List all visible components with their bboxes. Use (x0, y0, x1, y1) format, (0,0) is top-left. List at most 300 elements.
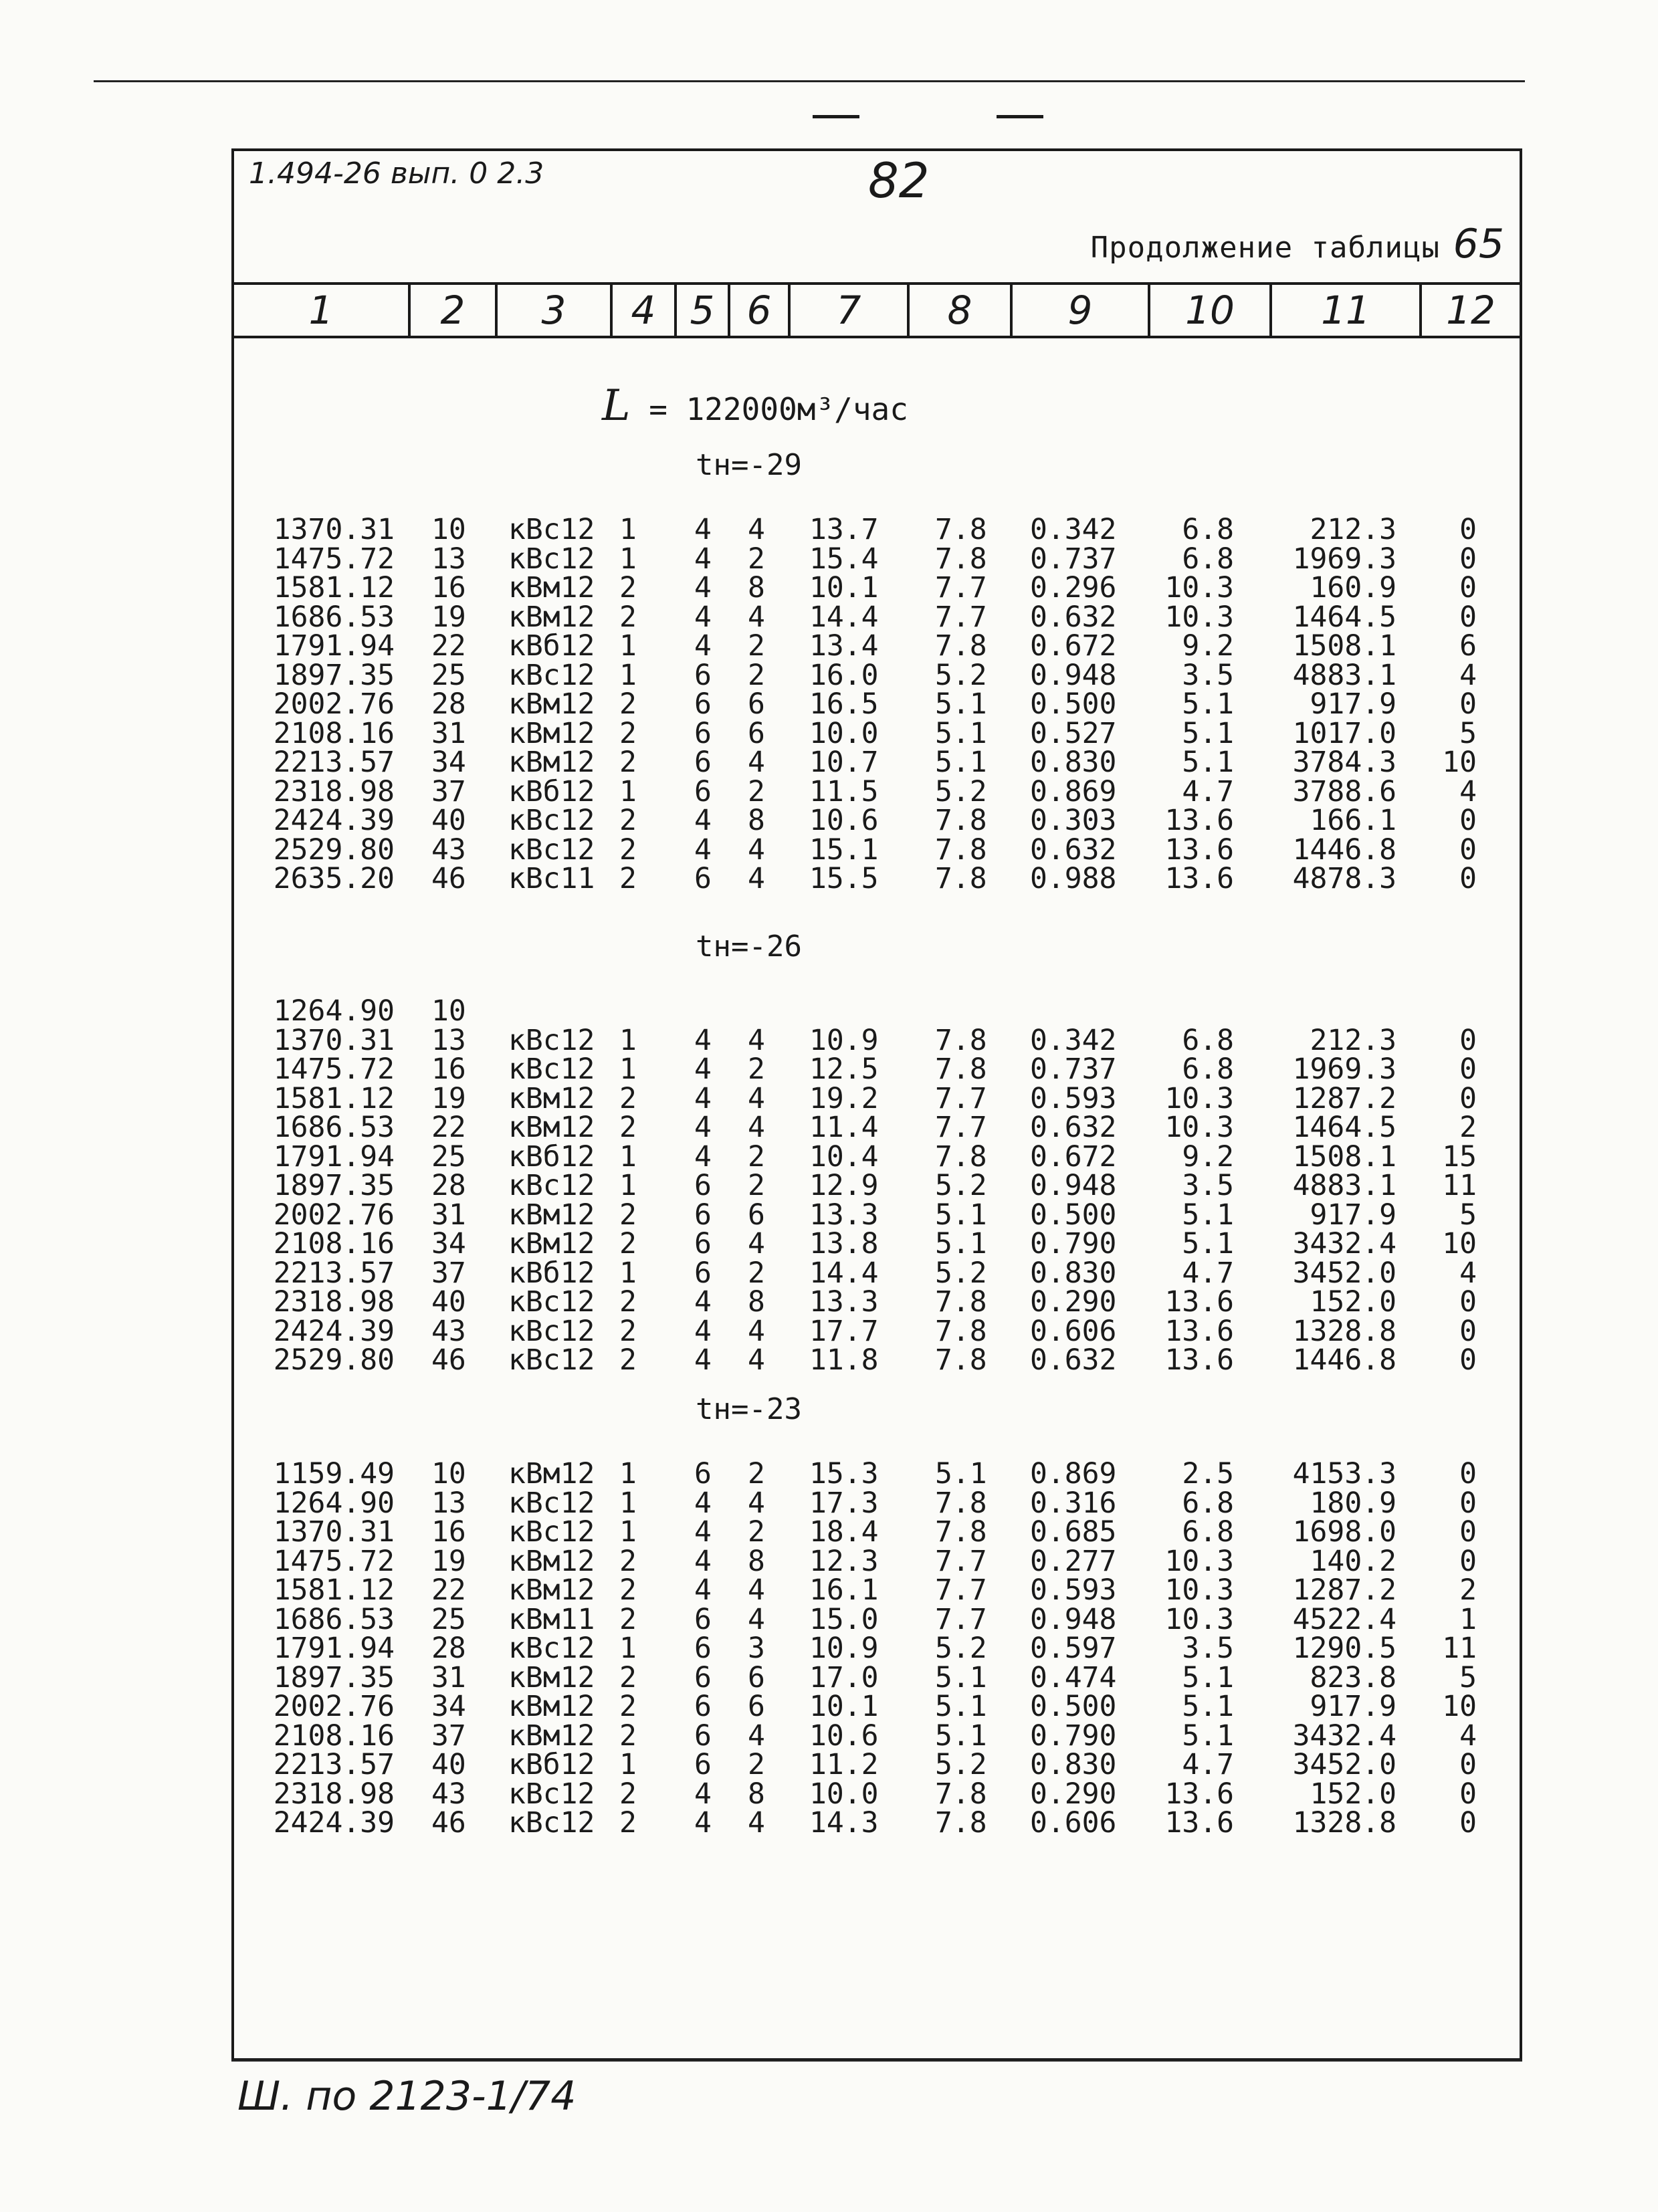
table-cell: 1 (619, 1457, 637, 1490)
table-cell: 6 (694, 774, 712, 808)
table-cell: 13 (431, 1023, 466, 1057)
table-cell: 3452.0 (1292, 1748, 1396, 1781)
table-row (0, 1345, 1658, 1375)
table-cell: 10 (431, 513, 466, 546)
table-cell: кВб12 (508, 1748, 595, 1781)
table-cell: 1 (619, 774, 637, 808)
table-cell: кВс12 (508, 1023, 595, 1057)
table-cell: 0.737 (1030, 542, 1117, 576)
table-cell: 1581.12 (273, 1573, 395, 1607)
table-cell: 2 (748, 1748, 765, 1781)
table-cell: 5.2 (935, 774, 987, 808)
table-cell: 31 (431, 1660, 466, 1694)
table-cell: 917.9 (1310, 1198, 1396, 1232)
table-cell: 9.2 (1182, 1139, 1234, 1174)
table-cell: 4 (694, 513, 712, 546)
table-cell: 7.8 (935, 1343, 987, 1377)
table-cell: 6 (748, 687, 765, 721)
table-cell: 10.3 (1164, 1602, 1234, 1636)
table-cell: 4522.4 (1292, 1602, 1396, 1636)
table-cell: 180.9 (1310, 1486, 1396, 1520)
table-cell: 0.685 (1030, 1515, 1117, 1549)
table-cell: 1 (619, 658, 637, 692)
table-cell: 28 (431, 687, 466, 721)
table-cell: 4 (748, 1719, 765, 1753)
table-cell: 4 (694, 1806, 712, 1840)
table-cell: кВс12 (508, 1632, 595, 1665)
table-cell: 0 (1459, 833, 1477, 867)
table-cell: 10.3 (1164, 571, 1234, 604)
table-cell: 5.1 (1182, 1227, 1234, 1260)
table-cell: 17.7 (809, 1314, 879, 1348)
table-cell: 6 (694, 1719, 712, 1753)
table-cell: 6.8 (1182, 542, 1234, 576)
table-cell: 4153.3 (1292, 1457, 1396, 1490)
table-cell: 917.9 (1310, 687, 1396, 721)
section-label: tн=-29 (696, 448, 802, 482)
table-cell: 2 (619, 1285, 637, 1319)
table-cell: 22 (431, 1573, 466, 1607)
table-cell: 5.1 (1182, 746, 1234, 779)
table-cell: 7.8 (935, 629, 987, 663)
table-cell: 4 (694, 804, 712, 837)
table-cell: 1264.90 (273, 994, 395, 1028)
column-header: 9 (1010, 285, 1148, 336)
table-cell: 13.8 (809, 1227, 879, 1260)
table-cell: 2 (748, 1256, 765, 1290)
table-cell: кВс12 (508, 1486, 595, 1520)
table-cell: 1897.35 (273, 1169, 395, 1202)
table-cell: кВм12 (508, 687, 595, 721)
table-cell: 2213.57 (273, 1256, 395, 1290)
table-cell: 1370.31 (273, 1023, 395, 1057)
table-cell: 2 (619, 1602, 637, 1636)
table-cell: 0 (1459, 1486, 1477, 1520)
table-cell: 10.3 (1164, 1544, 1234, 1578)
table-cell: 2 (619, 862, 637, 895)
table-cell: кВм12 (508, 1690, 595, 1723)
table-cell: 11.2 (809, 1748, 879, 1781)
table-row (0, 1721, 1658, 1751)
table-cell: 7.8 (935, 1023, 987, 1057)
table-cell: 0.527 (1030, 716, 1117, 750)
table-cell: кВс12 (508, 658, 595, 692)
table-cell: 13.4 (809, 629, 879, 663)
table-cell: 3784.3 (1292, 746, 1396, 779)
table-cell: 1581.12 (273, 1081, 395, 1115)
table-cell: 2 (619, 1660, 637, 1694)
table-cell: 5.1 (935, 1227, 987, 1260)
table-cell: 8 (748, 571, 765, 604)
table-cell: 13 (431, 542, 466, 576)
table-cell: 1 (619, 1023, 637, 1057)
table-cell: 13.3 (809, 1198, 879, 1232)
table-cell: кВб12 (508, 1256, 595, 1290)
table-cell: 1969.3 (1292, 1053, 1396, 1086)
table-cell: 1 (619, 1748, 637, 1781)
table-cell: 4 (748, 1023, 765, 1057)
table-row (0, 864, 1658, 893)
table-cell: 3 (748, 1632, 765, 1665)
table-cell: 0.593 (1030, 1081, 1117, 1115)
table-row (0, 544, 1658, 574)
table-cell: 2 (619, 1111, 637, 1144)
table-cell: 2 (619, 1314, 637, 1348)
table-cell: 4 (694, 1544, 712, 1578)
table-cell: 0.632 (1030, 1343, 1117, 1377)
top-dash-mark (813, 115, 859, 118)
table-cell: 0 (1459, 1314, 1477, 1348)
table-cell: 15.0 (809, 1602, 879, 1636)
table-cell: 0 (1459, 804, 1477, 837)
table-cell: 7.8 (935, 513, 987, 546)
table-cell: 6 (694, 1227, 712, 1260)
table-cell: 6 (694, 1457, 712, 1490)
table-cell: 11 (1442, 1632, 1477, 1665)
table-cell: 0.277 (1030, 1544, 1117, 1578)
table-cell: 212.3 (1310, 1023, 1396, 1057)
table-cell: 2 (748, 542, 765, 576)
table-cell: 43 (431, 1777, 466, 1811)
table-cell: 1475.72 (273, 1544, 395, 1578)
table-cell: 0.290 (1030, 1777, 1117, 1811)
table-cell: 1446.8 (1292, 833, 1396, 867)
table-cell: 16.0 (809, 658, 879, 692)
table-row (0, 1287, 1658, 1317)
table-cell: 2 (748, 658, 765, 692)
table-number: 65 (1453, 221, 1504, 267)
table-cell: 5.2 (935, 658, 987, 692)
table-cell: 5.1 (1182, 1660, 1234, 1694)
table-cell: 31 (431, 716, 466, 750)
table-cell: 12.3 (809, 1544, 879, 1578)
table-cell: 3.5 (1182, 658, 1234, 692)
table-cell: 15.5 (809, 862, 879, 895)
table-cell: 2318.98 (273, 1285, 395, 1319)
table-cell: 4 (694, 1486, 712, 1520)
table-cell: 212.3 (1310, 513, 1396, 546)
table-cell: 10.6 (809, 1719, 879, 1753)
table-cell: 10.3 (1164, 1573, 1234, 1607)
table-cell: 46 (431, 862, 466, 895)
table-cell: 13.6 (1164, 1777, 1234, 1811)
table-cell: 3432.4 (1292, 1227, 1396, 1260)
table-cell: 0 (1459, 1023, 1477, 1057)
table-cell: 7.7 (935, 1544, 987, 1578)
table-cell: 1791.94 (273, 1632, 395, 1665)
table-cell: 4 (694, 1023, 712, 1057)
table-cell: 22 (431, 629, 466, 663)
table-cell: 0.869 (1030, 774, 1117, 808)
table-cell: 1 (619, 1486, 637, 1520)
table-row (0, 1602, 1658, 1636)
table-cell: 0.342 (1030, 513, 1117, 546)
table-cell: 7.8 (935, 1777, 987, 1811)
table-cell: 2002.76 (273, 1690, 395, 1723)
table-cell: 0 (1459, 1285, 1477, 1319)
table-cell: 4.7 (1182, 774, 1234, 808)
table-cell: 0 (1459, 1515, 1477, 1549)
table-cell: 6 (748, 1198, 765, 1232)
table-cell: 6 (694, 1602, 712, 1636)
table-cell: 2424.39 (273, 1314, 395, 1348)
table-cell: 4 (748, 1573, 765, 1607)
table-cell: 0.606 (1030, 1314, 1117, 1348)
table-cell: 7.8 (935, 862, 987, 895)
table-cell: 5.1 (935, 746, 987, 779)
table-cell: 13.6 (1164, 1806, 1234, 1840)
table-cell: 4.7 (1182, 1748, 1234, 1781)
table-cell: 6.8 (1182, 1053, 1234, 1086)
table-row (0, 1779, 1658, 1809)
table-cell: 1328.8 (1292, 1314, 1396, 1348)
table-cell: 6 (694, 1660, 712, 1694)
table-cell: 25 (431, 1139, 466, 1174)
table-cell: 4 (694, 1777, 712, 1811)
table-cell: 0 (1459, 862, 1477, 895)
table-row (0, 1023, 1658, 1057)
table-cell: 16 (431, 1515, 466, 1549)
table-row (0, 1750, 1658, 1779)
table-cell: 12.9 (809, 1169, 879, 1202)
table-cell: 10.1 (809, 571, 879, 604)
table-cell: 6 (748, 1690, 765, 1723)
table-cell: 2 (619, 571, 637, 604)
table-cell: 0.988 (1030, 862, 1117, 895)
table-cell: 2 (748, 1169, 765, 1202)
table-cell: 1 (619, 1053, 637, 1086)
table-cell: 4 (1459, 1719, 1477, 1753)
table-cell: 1 (619, 1515, 637, 1549)
table-cell: 2 (619, 1544, 637, 1578)
table-cell: 37 (431, 1256, 466, 1290)
table-cell: 2 (1459, 1111, 1477, 1144)
table-cell: 10.9 (809, 1632, 879, 1665)
table-cell: 19.2 (809, 1081, 879, 1115)
table-cell: 15.4 (809, 542, 879, 576)
table-cell: 3452.0 (1292, 1256, 1396, 1290)
column-header: 4 (610, 285, 674, 336)
table-cell: 10 (431, 1457, 466, 1490)
table-cell: 6 (694, 1748, 712, 1781)
table-row (0, 1544, 1658, 1578)
table-cell: 5.1 (1182, 1719, 1234, 1753)
table-cell: 2424.39 (273, 1806, 395, 1840)
table-cell: 14.4 (809, 1256, 879, 1290)
table-cell: 7.8 (935, 1053, 987, 1086)
column-header: 11 (1269, 285, 1419, 336)
table-cell: 1 (619, 1169, 637, 1202)
table-cell: 6 (694, 1632, 712, 1665)
table-cell: 2 (619, 1806, 637, 1840)
table-cell: 2108.16 (273, 1719, 395, 1753)
table-cell: 5.1 (1182, 1690, 1234, 1723)
table-cell: 0.830 (1030, 1256, 1117, 1290)
table-cell: кВм12 (508, 1573, 595, 1607)
table-cell: 10.3 (1164, 1081, 1234, 1115)
table-cell: 11 (1442, 1169, 1477, 1202)
table-cell: 14.3 (809, 1806, 879, 1840)
table-cell: 2 (748, 1457, 765, 1490)
table-cell: 2108.16 (273, 716, 395, 750)
table-cell: кВс12 (508, 1343, 595, 1377)
table-cell: 28 (431, 1169, 466, 1202)
table-cell: 6 (748, 1660, 765, 1694)
table-cell: 0 (1459, 1457, 1477, 1490)
table-cell: 823.8 (1310, 1660, 1396, 1694)
table-cell: 13.6 (1164, 1285, 1234, 1319)
table-cell: 1897.35 (273, 658, 395, 692)
table-cell: 1446.8 (1292, 1343, 1396, 1377)
table-cell: 140.2 (1310, 1544, 1396, 1578)
table-cell: кВс12 (508, 1285, 595, 1319)
table-cell: 2002.76 (273, 1198, 395, 1232)
table-cell: 917.9 (1310, 1690, 1396, 1723)
table-cell: 7.8 (935, 542, 987, 576)
table-cell: кВм12 (508, 1457, 595, 1490)
flow-value: = 122000м³/час (649, 391, 908, 427)
table-cell: 0.632 (1030, 1111, 1117, 1144)
table-cell: 1328.8 (1292, 1806, 1396, 1840)
table-cell: 40 (431, 804, 466, 837)
table-cell: 0 (1459, 1748, 1477, 1781)
column-header: 7 (788, 285, 907, 336)
table-cell: 2635.20 (273, 862, 395, 895)
table-cell: 6 (694, 658, 712, 692)
table-cell: 4 (1459, 1256, 1477, 1290)
table-cell: 2 (619, 1343, 637, 1377)
caption-text: Продолжение таблицы (1090, 231, 1440, 265)
table-row (0, 1517, 1658, 1547)
table-cell: кВс12 (508, 1053, 595, 1086)
table-cell: 1698.0 (1292, 1515, 1396, 1549)
table-cell: 4 (694, 1139, 712, 1174)
table-cell: 2318.98 (273, 1777, 395, 1811)
table-cell: 37 (431, 774, 466, 808)
table-cell: 4 (748, 1602, 765, 1636)
table-cell: 3.5 (1182, 1169, 1234, 1202)
table-cell: 0.948 (1030, 1169, 1117, 1202)
table-cell: 43 (431, 1314, 466, 1348)
table-cell: 10.0 (809, 1777, 879, 1811)
page-number: 82 (868, 152, 930, 209)
table-cell: 10.7 (809, 746, 879, 779)
table-cell: 13.7 (809, 513, 879, 546)
table-cell: 7.7 (935, 1573, 987, 1607)
table-cell: 2 (619, 1690, 637, 1723)
table-cell: 2 (619, 1719, 637, 1753)
table-cell: кВб12 (508, 774, 595, 808)
table-cell: 0.474 (1030, 1660, 1117, 1694)
table-cell: 34 (431, 1227, 466, 1260)
table-cell: 34 (431, 746, 466, 779)
table-cell: 0.830 (1030, 746, 1117, 779)
table-cell: 4 (694, 1343, 712, 1377)
table-cell: 0.672 (1030, 1139, 1117, 1174)
table-row (0, 1171, 1658, 1200)
table-cell: 1686.53 (273, 600, 395, 634)
table-cell: кВс12 (508, 804, 595, 837)
table-cell: 4 (748, 600, 765, 634)
table-cell: 7.8 (935, 1139, 987, 1174)
footer-stamp: Ш. по 2123-1/74 (237, 2073, 577, 2120)
top-dash-mark (997, 115, 1043, 118)
table-row (0, 1459, 1658, 1488)
table-cell: 6 (694, 716, 712, 750)
table-cell: 10 (1442, 1227, 1477, 1260)
table-cell: кВм12 (508, 1227, 595, 1260)
table-cell: 2 (619, 1227, 637, 1260)
table-cell: 0.790 (1030, 1719, 1117, 1753)
table-cell: 0.597 (1030, 1632, 1117, 1665)
table-cell: 0.342 (1030, 1023, 1117, 1057)
table-cell: 2 (1459, 1573, 1477, 1607)
table-cell: 1969.3 (1292, 542, 1396, 576)
table-cell: 10 (1442, 746, 1477, 779)
table-cell: 10.4 (809, 1139, 879, 1174)
table-cell: 6 (694, 1198, 712, 1232)
table-cell: 160.9 (1310, 571, 1396, 604)
table-cell: кВс12 (508, 1314, 595, 1348)
table-cell: 10.6 (809, 804, 879, 837)
table-cell: 4 (694, 1081, 712, 1115)
table-cell: 7.8 (935, 1515, 987, 1549)
table-cell: 0.606 (1030, 1806, 1117, 1840)
table-cell: 5.1 (935, 1660, 987, 1694)
table-cell: 6.8 (1182, 1023, 1234, 1057)
table-cell: 6.8 (1182, 1486, 1234, 1520)
table-cell: 4 (748, 1227, 765, 1260)
table-row (0, 806, 1658, 835)
table-cell: кВм12 (508, 1111, 595, 1144)
table-cell: 1287.2 (1292, 1573, 1396, 1607)
table-row (0, 1113, 1658, 1142)
table-cell: кВм12 (508, 716, 595, 750)
table-cell: 10.3 (1164, 600, 1234, 634)
table-cell: 1370.31 (273, 1515, 395, 1549)
column-header: 12 (1419, 285, 1520, 336)
table-row (0, 774, 1658, 808)
table-cell: 1017.0 (1292, 716, 1396, 750)
table-cell: кВс12 (508, 542, 595, 576)
table-cell: 46 (431, 1806, 466, 1840)
table-cell: 11.5 (809, 774, 879, 808)
table-cell: 1464.5 (1292, 1111, 1396, 1144)
table-cell: 8 (748, 1544, 765, 1578)
table-cell: 10.0 (809, 716, 879, 750)
column-header: 6 (728, 285, 788, 336)
table-cell: 15 (1442, 1139, 1477, 1174)
table-cell: 2 (619, 600, 637, 634)
table-cell: 5.1 (935, 1198, 987, 1232)
table-cell: 4 (748, 513, 765, 546)
table-cell: 16.1 (809, 1573, 879, 1607)
table-cell: 2 (619, 746, 637, 779)
table-cell: 13.6 (1164, 1314, 1234, 1348)
table-cell: 5.2 (935, 1256, 987, 1290)
table-cell: 1686.53 (273, 1602, 395, 1636)
table-row (0, 602, 1658, 632)
table-row (0, 716, 1658, 750)
table-cell: 2002.76 (273, 687, 395, 721)
table-row (0, 1634, 1658, 1663)
table-cell: 0 (1459, 513, 1477, 546)
table-row (0, 1229, 1658, 1258)
table-cell: 8 (748, 1777, 765, 1811)
table-cell: 6 (694, 1256, 712, 1290)
table-cell: 6 (694, 746, 712, 779)
table-cell: 0.869 (1030, 1457, 1117, 1490)
